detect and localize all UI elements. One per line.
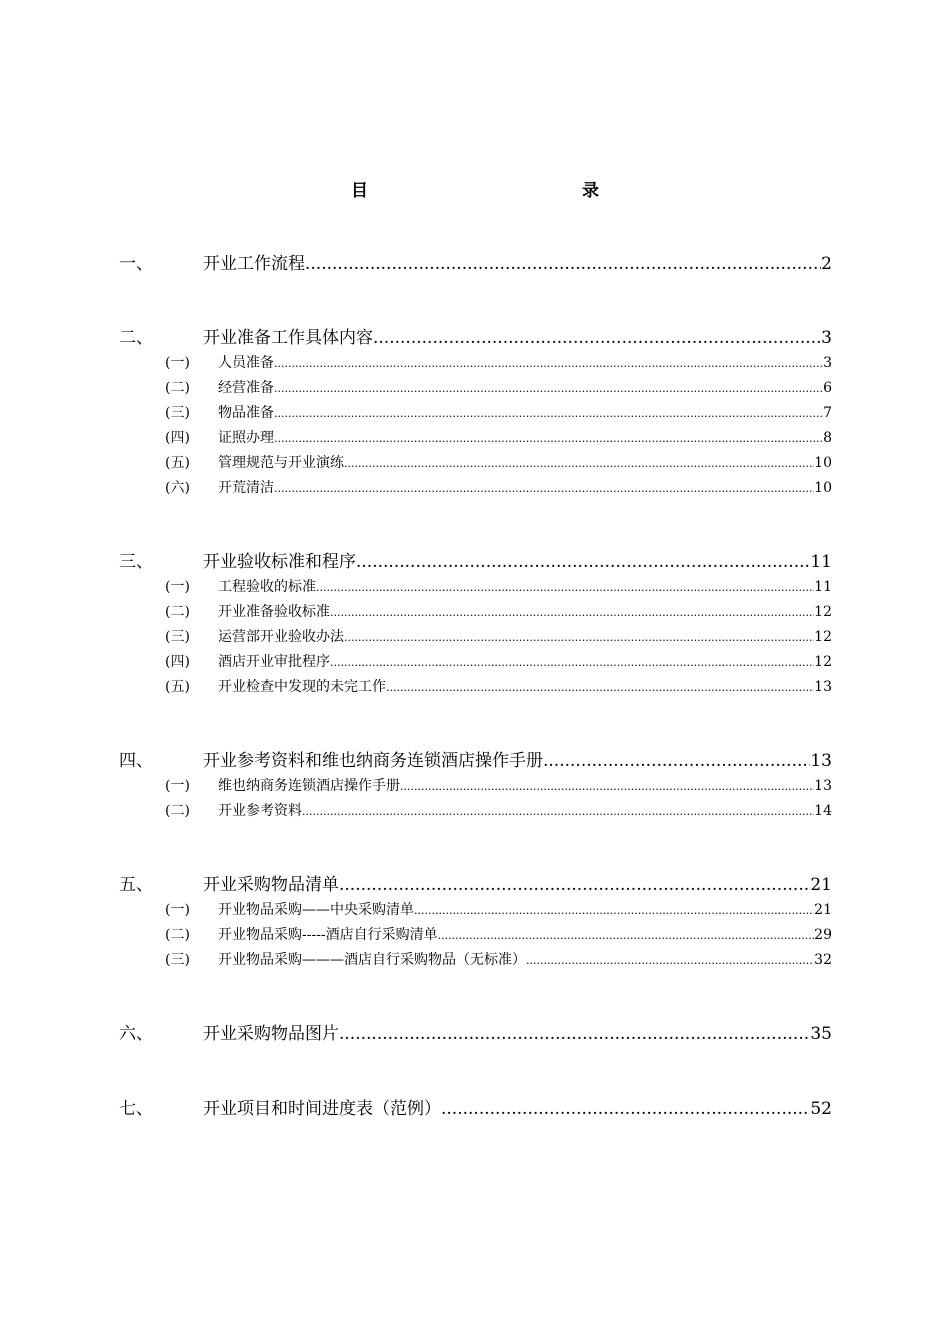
- dot-leader: [274, 476, 814, 501]
- toc-entry-page: 11: [810, 552, 832, 572]
- dot-leader: [344, 625, 814, 650]
- toc-subentry[interactable]: [119, 351, 832, 376]
- toc-entry-label: 开业项目和时间进度表（范例）: [203, 1099, 441, 1119]
- dot-leader: [339, 1022, 810, 1047]
- dot-leader: [373, 326, 821, 351]
- toc-subentry-number: (二): [165, 803, 190, 819]
- toc-subentry[interactable]: [119, 774, 832, 799]
- toc-subentry-number: (五): [165, 455, 190, 471]
- toc-section-4: [119, 749, 832, 824]
- dot-leader: [305, 252, 821, 277]
- toc-entry-page: 35: [810, 1024, 832, 1044]
- toc-subentry-number: (一): [165, 778, 190, 794]
- toc-subentry-page: 13: [814, 778, 832, 794]
- toc-title: 目 录: [351, 181, 659, 201]
- dot-leader: [330, 650, 814, 675]
- dot-leader: [438, 923, 815, 948]
- dot-leader: [330, 600, 814, 625]
- toc-entry-number: 二、: [119, 328, 153, 348]
- toc-entry-number: 四、: [119, 751, 153, 771]
- toc-subentry-label: 开业物品采购——中央采购清单: [218, 902, 414, 918]
- toc-subentry[interactable]: [119, 476, 832, 501]
- toc-subentry-number: (二): [165, 927, 190, 943]
- toc-subentry[interactable]: [119, 401, 832, 426]
- toc-section-7: [119, 1097, 832, 1122]
- toc-subentry[interactable]: [119, 575, 832, 600]
- toc-entry-page: 52: [810, 1099, 832, 1119]
- dot-leader: [441, 1097, 810, 1122]
- toc-subentry-number: (三): [165, 629, 190, 645]
- toc-entry[interactable]: [119, 550, 832, 575]
- toc-subentry-label: 工程验收的标准: [218, 579, 316, 595]
- toc-subentry-number: (二): [165, 380, 190, 396]
- toc-subentry-label: 证照办理: [218, 430, 274, 446]
- toc-section-1: [119, 252, 832, 277]
- toc-subentry[interactable]: [119, 451, 832, 476]
- dot-leader: [543, 749, 810, 774]
- dot-leader: [400, 774, 814, 799]
- toc-entry[interactable]: [119, 873, 832, 898]
- toc-entry-number: 一、: [119, 254, 153, 274]
- toc-subentry-label: 酒店开业审批程序: [218, 654, 330, 670]
- dot-leader: [339, 873, 810, 898]
- toc-subentry-label: 人员准备: [218, 355, 274, 371]
- toc-subentry-number: (四): [165, 430, 190, 446]
- toc-subentry-label: 维也纳商务连锁酒店操作手册: [218, 778, 400, 794]
- toc-subentry-page: 12: [814, 604, 832, 620]
- toc-subentry-label: 运营部开业验收办法: [218, 629, 344, 645]
- toc-subentry-page: 10: [814, 480, 832, 496]
- toc-subentry-label: 开业检查中发现的未完工作: [218, 679, 386, 695]
- toc-subentry-label: 物品准备: [218, 405, 274, 421]
- toc-entry-number: 三、: [119, 552, 153, 572]
- toc-subentry-number: (一): [165, 902, 190, 918]
- toc-subentry-page: 12: [814, 654, 832, 670]
- toc-subentry-number: (五): [165, 679, 190, 695]
- toc-entry[interactable]: [119, 252, 832, 277]
- dot-leader: [386, 675, 814, 700]
- toc-subentry-page: 12: [814, 629, 832, 645]
- dot-leader: [414, 898, 814, 923]
- toc-entry-label: 开业采购物品图片: [203, 1024, 339, 1044]
- toc-subentry-label: 开业参考资料: [218, 803, 302, 819]
- dot-leader: [274, 376, 823, 401]
- dot-leader: [274, 351, 823, 376]
- toc-subentry-label: 管理规范与开业演练: [218, 455, 344, 471]
- toc-subentry-number: (三): [165, 405, 190, 421]
- toc-subentry-page: 32: [814, 952, 832, 968]
- toc-subentry-page: 11: [814, 579, 832, 595]
- toc-subentry-page: 29: [814, 927, 832, 943]
- toc-entry-label: 开业验收标准和程序: [203, 552, 356, 572]
- toc-entry-page: 2: [821, 254, 832, 274]
- toc-subentry[interactable]: [119, 799, 832, 824]
- dot-leader: [302, 799, 814, 824]
- toc-entry-number: 五、: [119, 875, 153, 895]
- toc-subentry-label: 经营准备: [218, 380, 274, 396]
- toc-subentry[interactable]: [119, 650, 832, 675]
- toc-entry-number: 六、: [119, 1024, 153, 1044]
- toc-subentry[interactable]: [119, 426, 832, 451]
- toc-subentry-label: 开业准备验收标准: [218, 604, 330, 620]
- toc-entry[interactable]: [119, 1022, 832, 1047]
- toc-subentry-page: 6: [823, 380, 832, 396]
- dot-leader: [274, 426, 823, 451]
- toc-subentry-number: (一): [165, 579, 190, 595]
- toc-section-2: [119, 326, 832, 501]
- toc-entry-label: 开业参考资料和维也纳商务连锁酒店操作手册: [203, 751, 543, 771]
- toc-subentry-number: (一): [165, 355, 190, 371]
- toc-entry-page: 3: [821, 328, 832, 348]
- toc-subentry-page: 7: [823, 405, 832, 421]
- toc-subentry-label: 开业物品采购———酒店自行采购物品（无标准）: [218, 952, 526, 968]
- toc-entry-page: 13: [810, 751, 832, 771]
- toc-subentry-page: 3: [823, 355, 832, 371]
- toc-entry[interactable]: [119, 326, 832, 351]
- toc-subentry-page: 10: [814, 455, 832, 471]
- toc-section-6: [119, 1022, 832, 1047]
- toc-entry-label: 开业采购物品清单: [203, 875, 339, 895]
- dot-leader: [274, 401, 823, 426]
- toc-subentry-number: (四): [165, 654, 190, 670]
- toc-entry[interactable]: [119, 1097, 832, 1122]
- toc-subentry[interactable]: [119, 923, 832, 948]
- toc-section-3: [119, 550, 832, 700]
- toc-subentry-number: (六): [165, 480, 190, 496]
- toc-subentry-page: 8: [823, 430, 832, 446]
- toc-subentry-page: 13: [814, 679, 832, 695]
- toc-subentry-label: 开荒清洁: [218, 480, 274, 496]
- toc-subentry-number: (二): [165, 604, 190, 620]
- toc-section-5: [119, 873, 832, 973]
- toc-entry-number: 七、: [119, 1099, 153, 1119]
- toc-subentry-page: 14: [814, 803, 832, 819]
- toc-entry-label: 开业准备工作具体内容: [203, 328, 373, 348]
- toc-entry-label: 开业工作流程: [203, 254, 305, 274]
- toc-subentry-label: 开业物品采购-----酒店自行采购清单: [218, 927, 438, 943]
- toc-subentry[interactable]: [119, 600, 832, 625]
- toc-entry-page: 21: [810, 875, 832, 895]
- dot-leader: [316, 575, 814, 600]
- toc-subentry-number: (三): [165, 952, 190, 968]
- dot-leader: [526, 948, 814, 973]
- toc-subentry[interactable]: [119, 625, 832, 650]
- toc-subentry[interactable]: [119, 948, 832, 973]
- toc-subentry-page: 21: [814, 902, 832, 918]
- toc-subentry[interactable]: [119, 898, 832, 923]
- dot-leader: [356, 550, 810, 575]
- dot-leader: [344, 451, 814, 476]
- toc-entry[interactable]: [119, 749, 832, 774]
- toc-subentry[interactable]: [119, 675, 832, 700]
- toc-subentry[interactable]: [119, 376, 832, 401]
